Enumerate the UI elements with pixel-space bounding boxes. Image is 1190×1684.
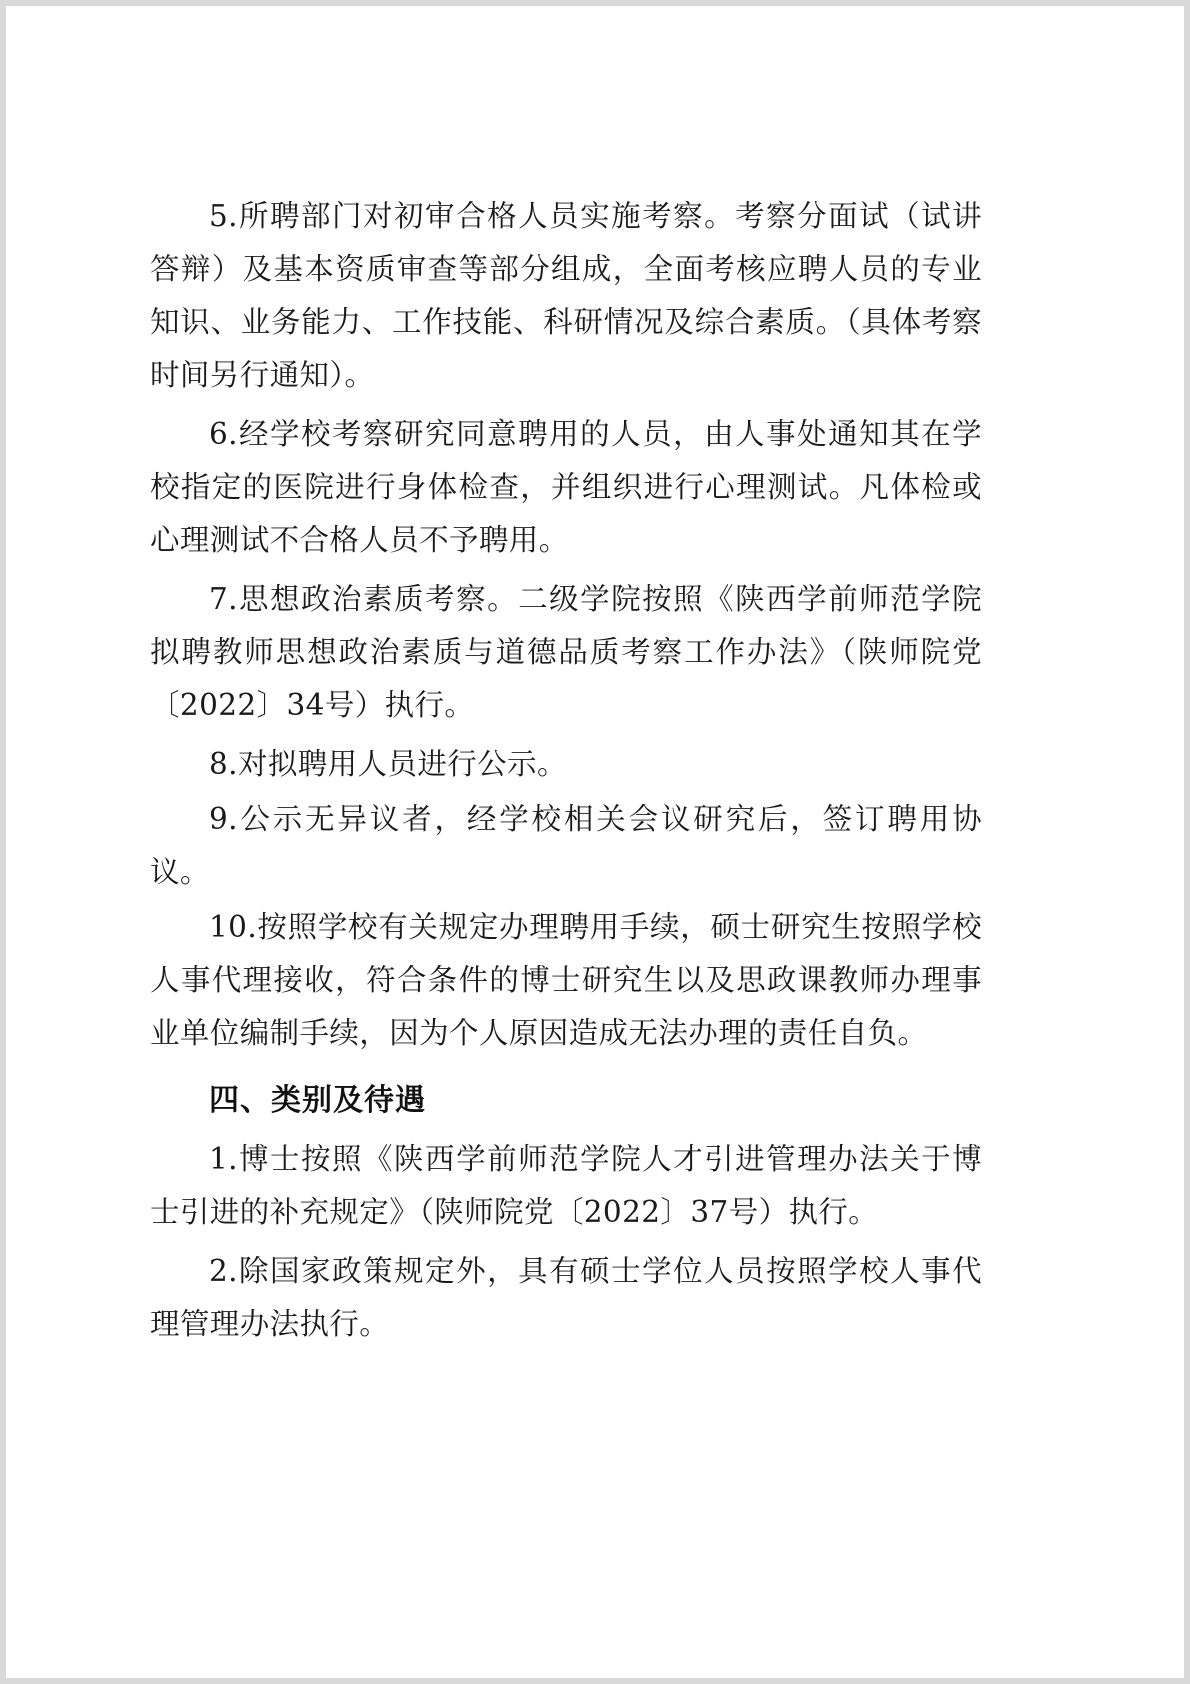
- page-border-right: [1184, 0, 1190, 1684]
- section-heading-four: 四、类别及待遇: [209, 1083, 426, 1118]
- page-border-bottom: [0, 1678, 1190, 1684]
- paragraph-item-5: 5.所聘部门对初审合格人员实施考察。考察分面试（试讲答辩）及基本资质审查等部分组成，全面考核应聘人员的专业知识、业务能力、工作技能、科研情况及综合素质。（具体考察时间另行通知）。: [150, 199, 982, 392]
- document-body: [150, 190, 982, 1357]
- paragraph-item-8: 8.对拟聘用人员进行公示。: [209, 747, 567, 781]
- paragraph-item-6: 6.经学校考察研究同意聘用的人员，由人事处通知其在学校指定的医院进行身体检查，并组织进行心理测试。凡体检或心理测试不合格人员不予聘用。: [150, 417, 982, 557]
- page-border-left: [0, 0, 6, 1684]
- paragraph-item-10: 10.按照学校有关规定办理聘用手续，硕士研究生按照学校人事代理接收，符合条件的博士研究生以及思政课教师办理事业单位编制手续，因为个人原因造成无法办理的责任自负。: [150, 910, 982, 1050]
- paragraph-category-1: 1.博士按照《陕西学前师范学院人才引进管理办法关于博士引进的补充规定》（陕师院党〔2022〕37号）执行。: [150, 1142, 982, 1229]
- paragraph-item-7: 7.思想政治素质考察。二级学院按照《陕西学前师范学院拟聘教师思想政治素质与道德品质考察工作办法》（陕师院党〔2022〕34号）执行。: [150, 582, 982, 722]
- paragraph-category-2: 2.除国家政策规定外，具有硕士学位人员按照学校人事代理管理办法执行。: [150, 1254, 982, 1341]
- page-border-top: [0, 0, 1190, 6]
- paragraph-item-9: 9.公示无异议者，经学校相关会议研究后，签订聘用协议。: [150, 802, 982, 889]
